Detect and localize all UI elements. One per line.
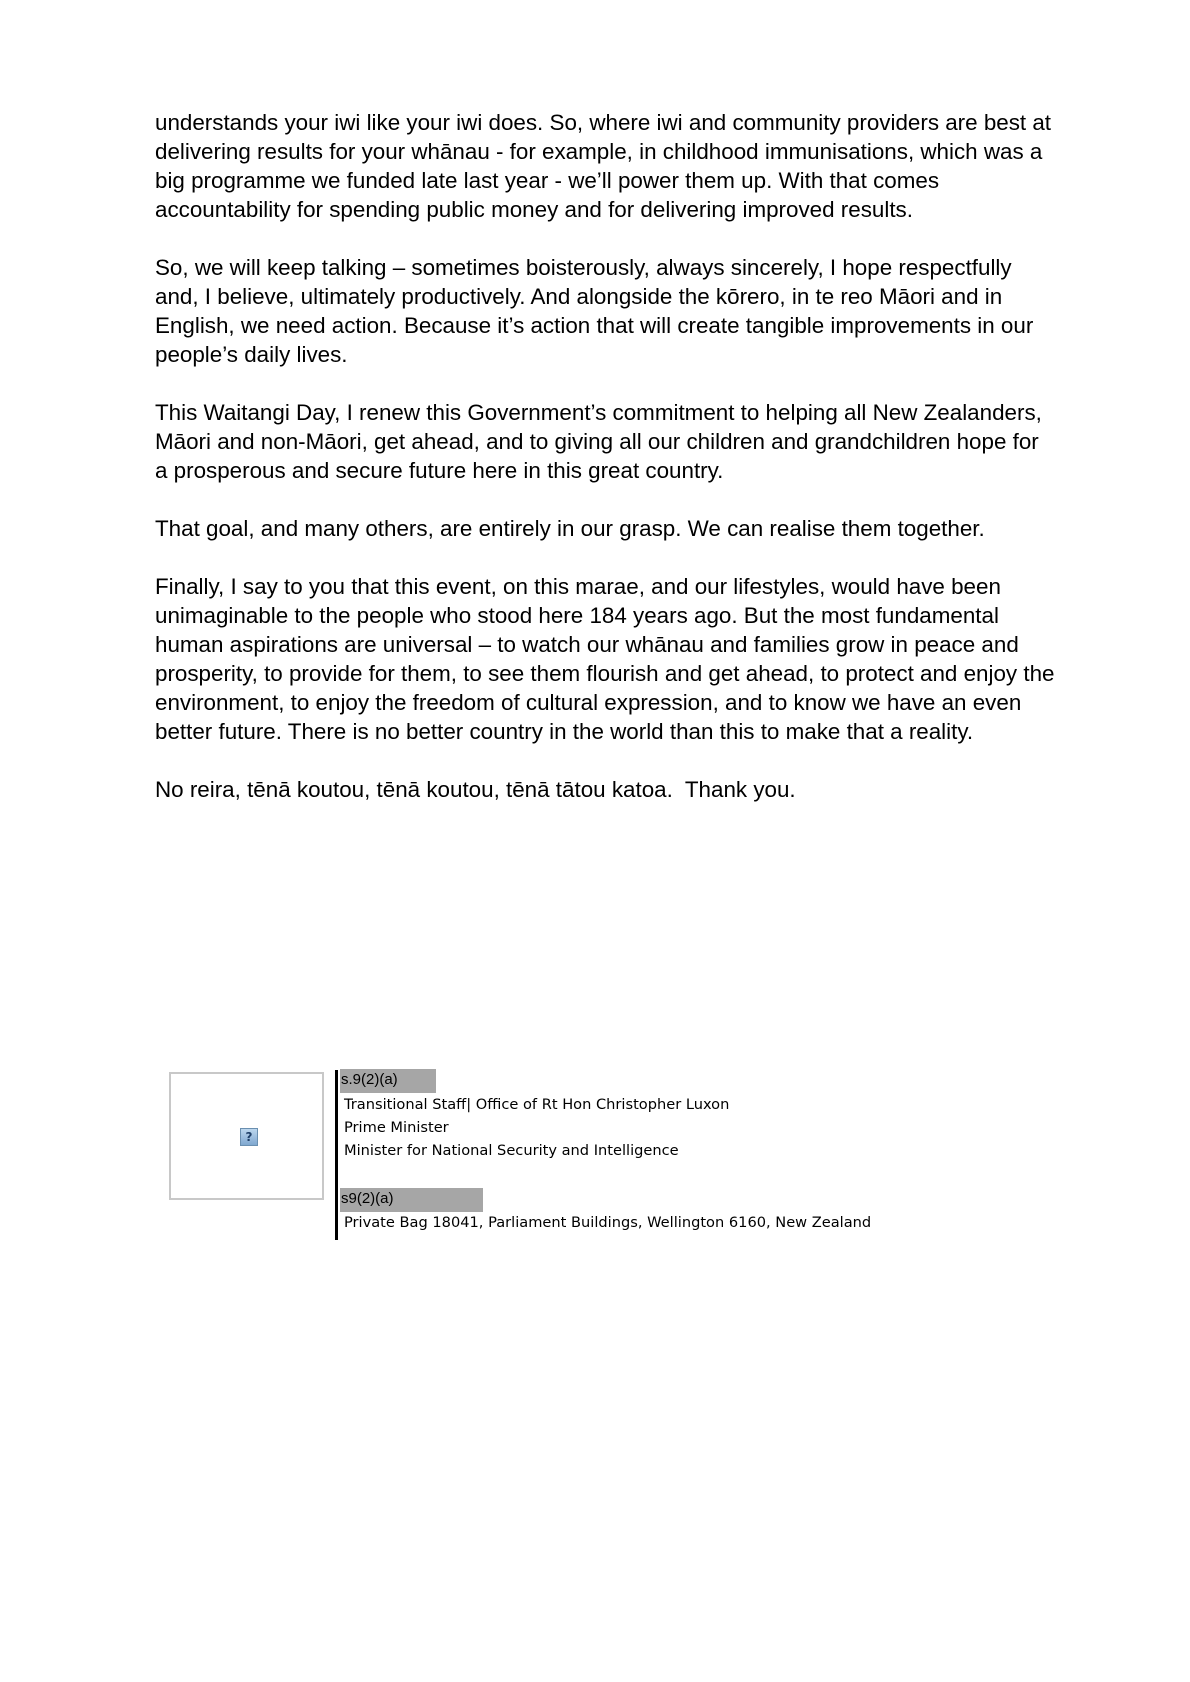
signature-divider — [335, 1070, 338, 1240]
broken-image-icon: ? — [240, 1128, 258, 1146]
redaction-contact: s9(2)(a) — [340, 1188, 483, 1212]
paragraph-goal: That goal, and many others, are entirely in our grasp. We can realise them together. — [155, 516, 985, 541]
paragraph-keep-talking: So, we will keep talking – sometimes boisterously, always sincerely, I hope respectfully and, I believe, ultimately productively. And alongside the kōrero, in te reo Māori and in English, we need action. Because it’s action that will create tangible improvements in our people’s daily lives. — [155, 255, 1040, 367]
paragraph-iwi-providers: understands your iwi like your iwi does. So, where iwi and community providers are best at delivering results for your whānau - for example, in childhood immunisations, which was a big programme we funded late last year - we’ll power them up. With that comes accountability for spending public money and for delivering improved results. — [155, 110, 1058, 222]
paragraph-aspirations: Finally, I say to you that this event, on this marae, and our lifestyles, would have been unimaginable to the people who stood here 184 years ago. But the most fundamental human aspirations are universal – to watch our whānau and families grow in peace and prosperity, to provide for them, to see them flourish and get ahead, to protect and enjoy the environment, to enjoy the freedom of cultural expression, and to know we have an even better future. There is no better country in the world than this to make that a reality. — [155, 574, 1061, 744]
signature-role: Transitional Staff| Office of Rt Hon Christopher Luxon — [344, 1096, 730, 1113]
paragraph-closing: No reira, tēnā koutou, tēnā koutou, tēnā tātou katoa. Thank you. — [155, 777, 796, 802]
redaction-name: s.9(2)(a) — [340, 1069, 436, 1093]
signature-title-minister: Minister for National Security and Intelligence — [344, 1142, 679, 1159]
signature-title-prime-minister: Prime Minister — [344, 1119, 449, 1136]
paragraph-waitangi-day: This Waitangi Day, I renew this Government’s commitment to helping all New Zealanders, Māori and non-Māori, get ahead, and to giving all our children and grandchildren hope for a prosperous and secure future here in this great country. — [155, 400, 1049, 483]
signature-image-placeholder — [169, 1072, 324, 1200]
speech-body — [155, 108, 1061, 833]
signature-address: Private Bag 18041, Parliament Buildings, Wellington 6160, New Zealand — [344, 1214, 872, 1231]
